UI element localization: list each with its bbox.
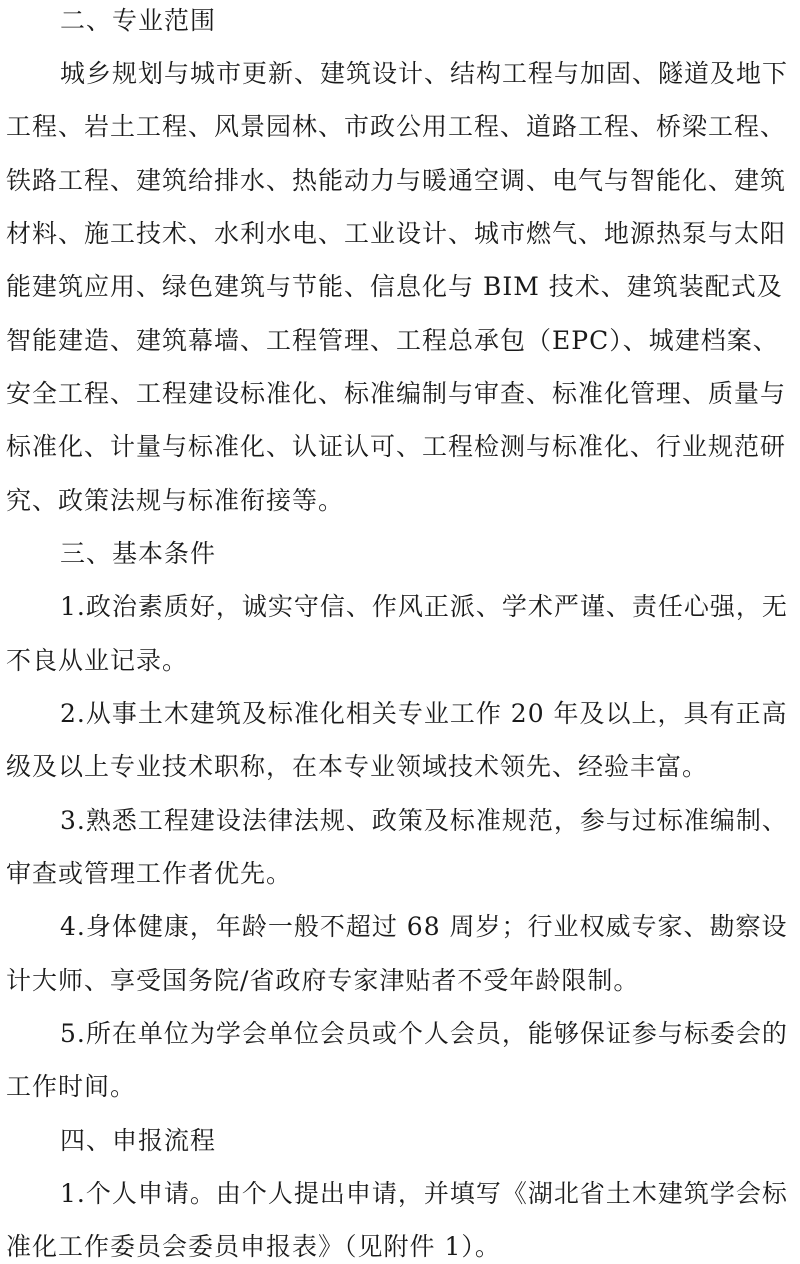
paragraph-line: 2.从事土木建筑及标准化相关专业工作 20 年及以上，具有正高 — [60, 699, 788, 728]
paragraph-line: 工作时间。 — [6, 1072, 137, 1101]
section-heading-process: 四、申报流程 — [60, 1126, 217, 1155]
paragraph-line: 级及以上专业技术职称，在本专业领域技术领先、经验丰富。 — [6, 752, 709, 781]
paragraph-line: 1.政治素质好，诚实守信、作风正派、学术严谨、责任心强，无 — [60, 592, 788, 621]
section-heading-scope: 二、专业范围 — [60, 6, 217, 35]
paragraph-line: 4.身体健康，年龄一般不超过 68 周岁；行业权威专家、勘察设 — [60, 912, 788, 941]
paragraph-line: 计大师、享受国务院/省政府专家津贴者不受年龄限制。 — [6, 966, 640, 995]
paragraph-line: 安全工程、工程建设标准化、标准编制与审查、标准化管理、质量与 — [6, 379, 787, 408]
paragraph-line: 城乡规划与城市更新、建筑设计、结构工程与加固、隧道及地下 — [60, 59, 789, 88]
paragraph-line: 材料、施工技术、水利水电、工业设计、城市燃气、地源热泵与太阳 — [6, 219, 787, 248]
paragraph-line: 能建筑应用、绿色建筑与节能、信息化与 BIM 技术、建筑装配式及 — [6, 272, 783, 301]
paragraph-line: 工程、岩土工程、风景园林、市政公用工程、道路工程、桥梁工程、 — [6, 112, 787, 141]
paragraph-line: 铁路工程、建筑给排水、热能动力与暖通空调、电气与智能化、建筑 — [6, 166, 787, 195]
paragraph-line: 3.熟悉工程建设法律法规、政策及标准规范，参与过标准编制、 — [60, 806, 788, 835]
paragraph-line: 究、政策法规与标准衔接等。 — [6, 486, 345, 515]
paragraph-line: 不良从业记录。 — [6, 646, 189, 675]
paragraph-line: 标准化、计量与标准化、认证认可、工程检测与标准化、行业规范研 — [6, 432, 787, 461]
paragraph-line: 智能建造、建筑幕墙、工程管理、工程总承包（EPC）、城建档案、 — [6, 326, 779, 355]
paragraph-line: 5.所在单位为学会单位会员或个人会员，能够保证参与标委会的 — [60, 1019, 788, 1048]
paragraph-line: 准化工作委员会委员申报表》（见附件 1）。 — [6, 1232, 501, 1261]
paragraph-line: 1.个人申请。由个人提出申请，并填写《湖北省土木建筑学会标 — [60, 1179, 788, 1208]
paragraph-line: 审查或管理工作者优先。 — [6, 859, 293, 888]
section-heading-conditions: 三、基本条件 — [60, 539, 217, 568]
